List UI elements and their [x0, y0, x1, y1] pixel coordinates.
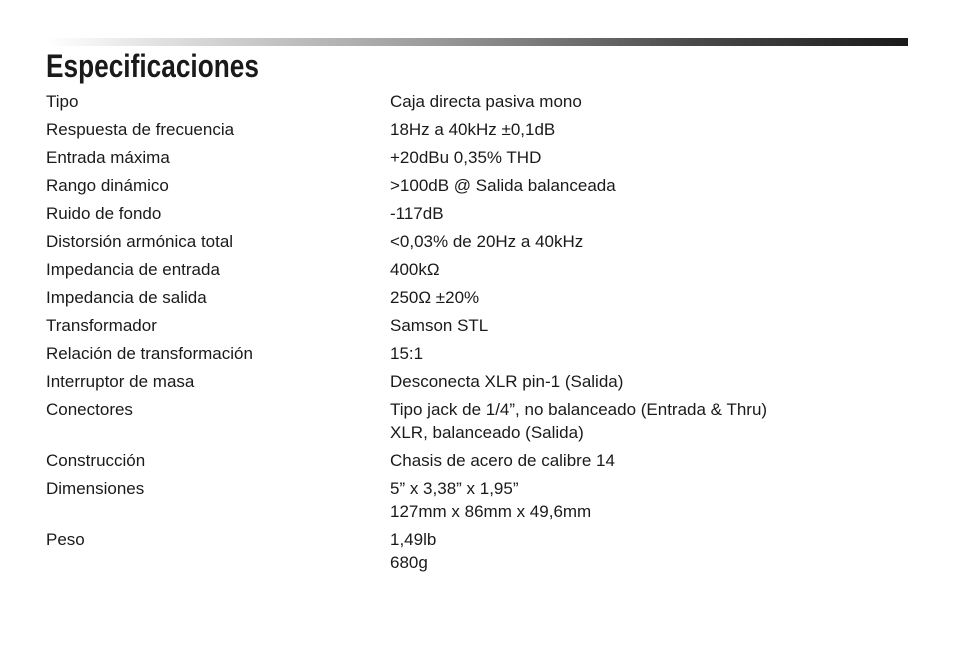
- spec-value: [390, 258, 908, 281]
- spec-value-line: 250Ω ±20%: [390, 288, 480, 307]
- spec-value-line: XLR, balanceado (Salida): [390, 423, 584, 442]
- spec-value-line: Caja directa pasiva mono: [390, 92, 582, 111]
- spec-label: Impedancia de salida: [46, 288, 207, 307]
- spec-value: [390, 528, 908, 574]
- spec-label: Ruido de fondo: [46, 204, 162, 223]
- spec-value-line: 680g: [390, 553, 428, 572]
- spec-value: [390, 90, 908, 113]
- spec-label: Interruptor de masa: [46, 372, 195, 391]
- page-title: Especificaciones: [46, 48, 259, 84]
- spec-value-line: +20dBu 0,35% THD: [390, 148, 542, 167]
- spec-label: Distorsión armónica total: [46, 232, 234, 251]
- spec-label: Impedancia de entrada: [46, 260, 220, 279]
- spec-row: [46, 477, 908, 528]
- spec-row: [46, 370, 908, 398]
- spec-value: [390, 286, 908, 309]
- spec-label: Transformador: [46, 316, 157, 335]
- spec-label: Conectores: [46, 400, 133, 419]
- spec-value: [390, 370, 908, 393]
- spec-label: Peso: [46, 530, 85, 549]
- spec-value-line: 400kΩ: [390, 260, 440, 279]
- spec-label: Construcción: [46, 451, 146, 470]
- spec-value-line: Tipo jack de 1/4”, no balanceado (Entrada & Thru): [390, 400, 768, 419]
- spec-value: [390, 477, 908, 523]
- spec-value: [390, 174, 908, 197]
- spec-value: [390, 449, 908, 472]
- spec-value-line: -117dB: [390, 204, 444, 223]
- spec-label: Respuesta de frecuencia: [46, 120, 235, 139]
- spec-value: [390, 146, 908, 169]
- spec-value-line: Chasis de acero de calibre 14: [390, 451, 615, 470]
- spec-value: [390, 202, 908, 225]
- spec-row: [46, 174, 908, 202]
- spec-value: [390, 314, 908, 337]
- spec-row: [46, 398, 908, 449]
- spec-value: [390, 230, 908, 253]
- spec-value-line: 1,49lb: [390, 530, 437, 549]
- spec-row: [46, 342, 908, 370]
- spec-value-line: 127mm x 86mm x 49,6mm: [390, 502, 592, 521]
- spec-label: Relación de transformación: [46, 344, 253, 363]
- spec-row: [46, 258, 908, 286]
- header-gradient-bar: [46, 38, 908, 46]
- spec-row: [46, 230, 908, 258]
- spec-value-line: <0,03% de 20Hz a 40kHz: [390, 232, 584, 251]
- spec-value-line: 18Hz a 40kHz ±0,1dB: [390, 120, 556, 139]
- spec-label: Entrada máxima: [46, 148, 170, 167]
- spec-row: [46, 528, 908, 579]
- spec-value: [390, 118, 908, 141]
- spec-value-line: 15:1: [390, 344, 424, 363]
- spec-label: Dimensiones: [46, 479, 145, 498]
- spec-label: Tipo: [46, 92, 79, 111]
- spec-value-line: >100dB @ Salida balanceada: [390, 176, 616, 195]
- spec-row: [46, 118, 908, 146]
- spec-row: [46, 146, 908, 174]
- spec-value-line: Desconecta XLR pin-1 (Salida): [390, 372, 624, 391]
- spec-value: [390, 342, 908, 365]
- spec-row: [46, 202, 908, 230]
- spec-value-line: Samson STL: [390, 316, 489, 335]
- spec-value: [390, 398, 908, 444]
- spec-row: [46, 90, 908, 118]
- spec-row: [46, 449, 908, 477]
- spec-row: [46, 286, 908, 314]
- spec-value-line: 5” x 3,38” x 1,95”: [390, 479, 519, 498]
- spec-row: [46, 314, 908, 342]
- spec-label: Rango dinámico: [46, 176, 169, 195]
- spec-table: [46, 90, 908, 579]
